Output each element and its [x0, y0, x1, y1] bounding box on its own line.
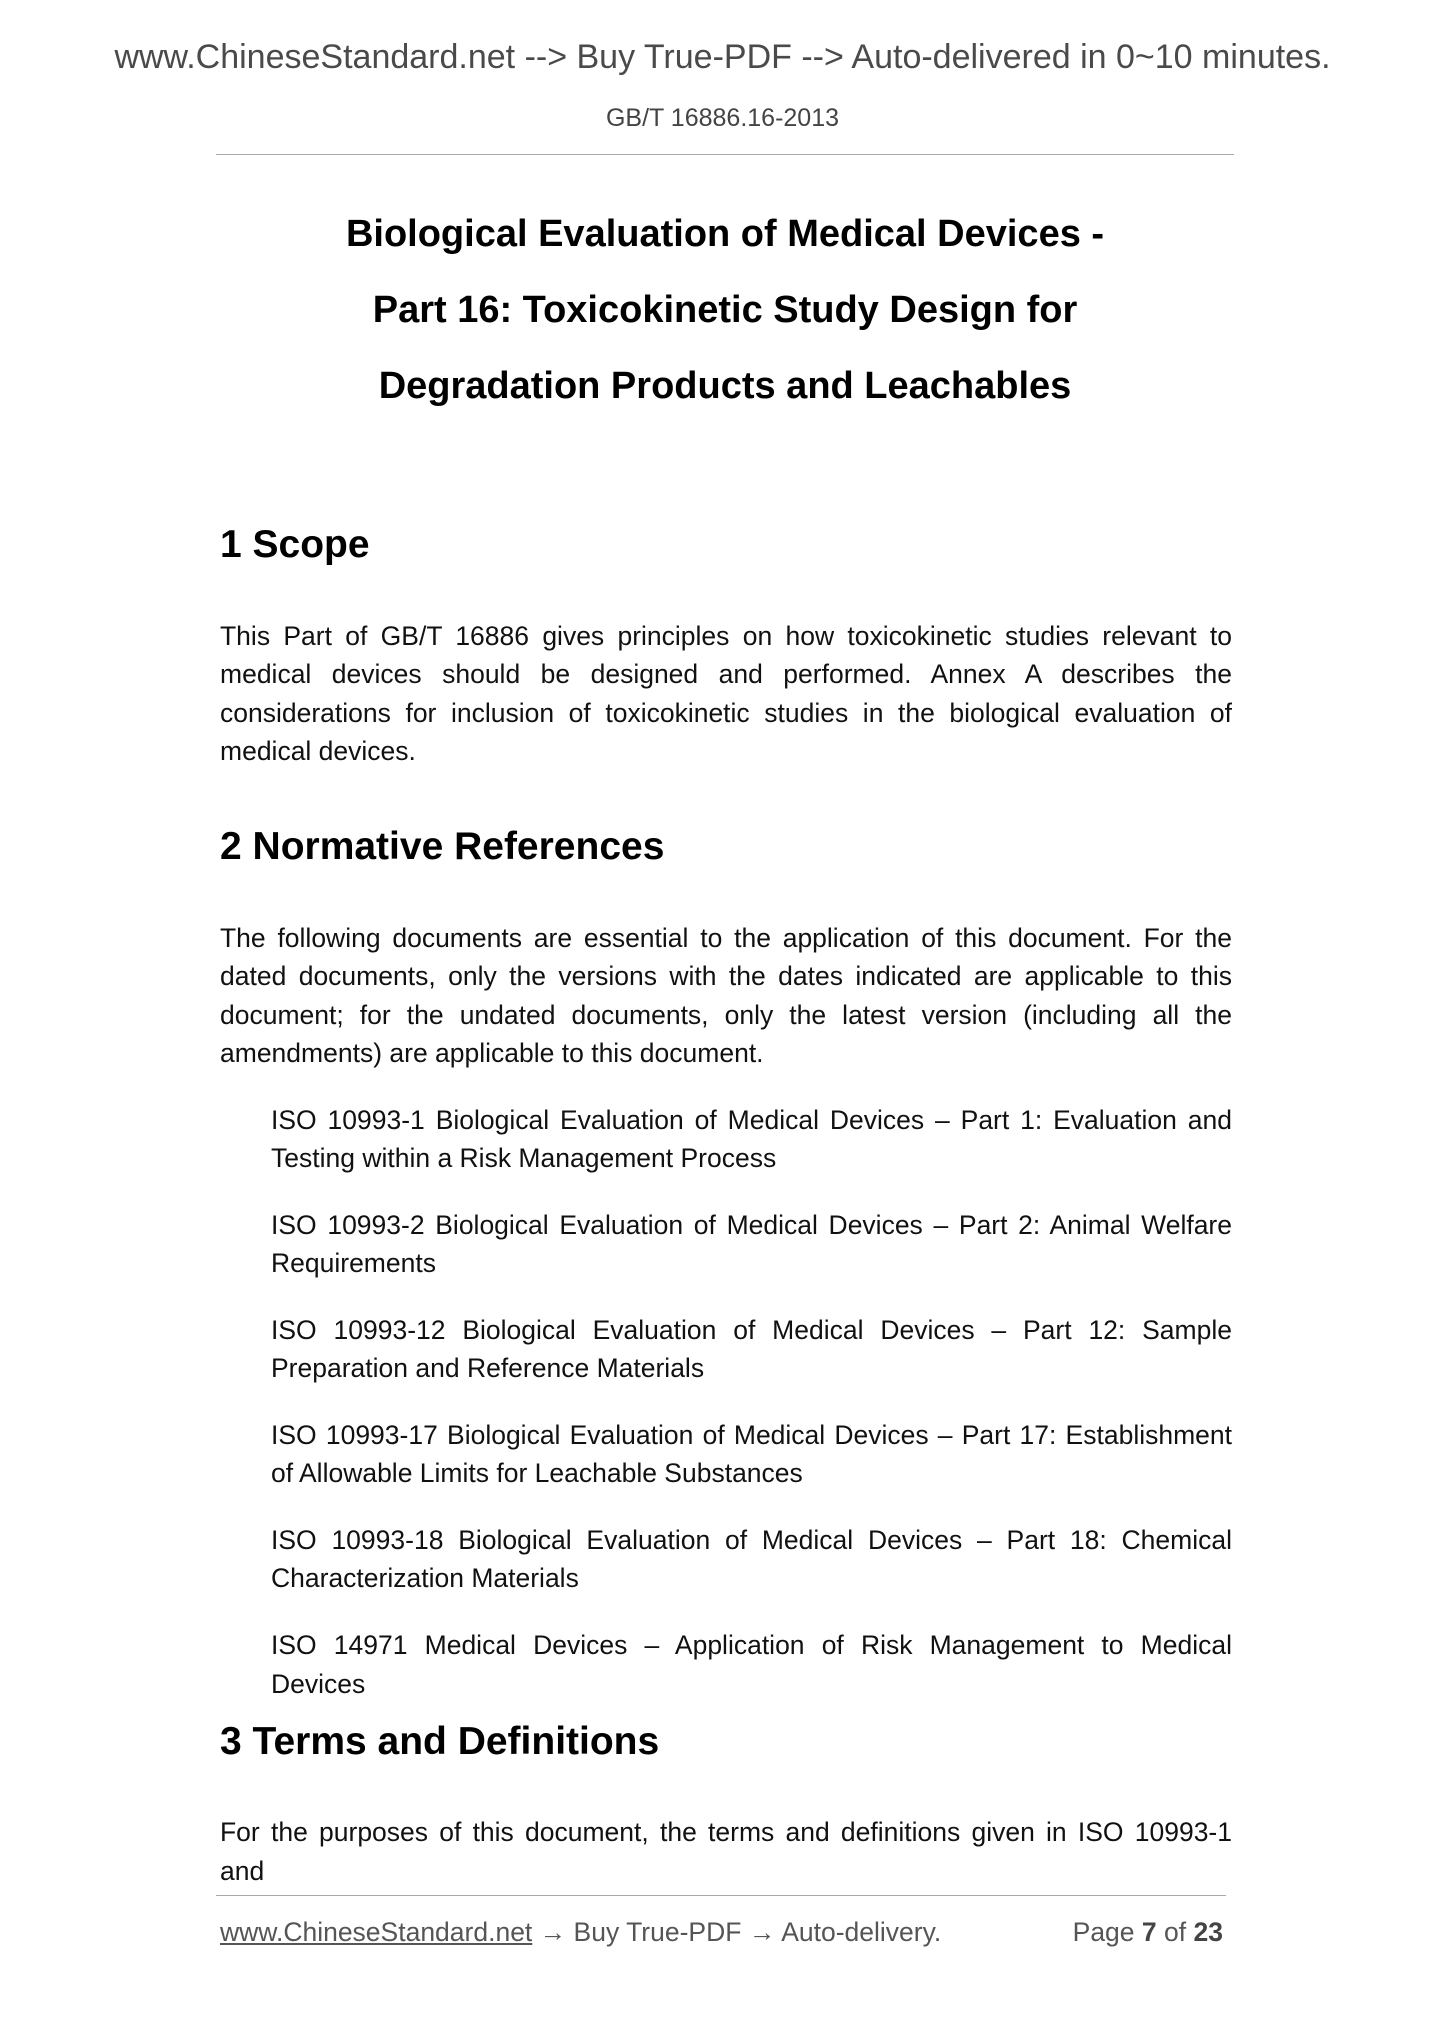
references-paragraph-line: The following documents are essential to the application of this document. For the — [220, 923, 1232, 953]
site-banner[interactable]: www.ChineseStandard.net --> Buy True-PDF --> Auto-delivered in 0~10 minutes. — [114, 38, 1331, 76]
current-page-number: 7 — [1141, 1917, 1157, 1947]
footer-divider — [216, 1895, 1226, 1896]
of-label: of — [1164, 1917, 1187, 1947]
scope-paragraph-line: medical devices. — [220, 736, 416, 766]
reference-item: ISO 10993-12 Biological Evaluation of Medical Devices – Part 12: Sample — [271, 1315, 1232, 1345]
reference-item: ISO 10993-2 Biological Evaluation of Medical Devices – Part 2: Animal Welfare — [271, 1210, 1232, 1240]
page-label: Page — [1072, 1917, 1135, 1947]
header-divider — [216, 154, 1234, 155]
reference-item: ISO 14971 Medical Devices – Application of Risk Management to Medical Devices — [271, 1630, 1232, 1699]
scope-paragraph-line: considerations for inclusion of toxicokinetic studies in the biological evaluation of — [220, 698, 1232, 728]
arrow-right-icon: → — [748, 1917, 776, 1947]
page-indicator — [1073, 1917, 1223, 1948]
scope-paragraph-line: This Part of GB/T 16886 gives principles on how toxicokinetic studies relevant to — [220, 621, 1232, 651]
arrow-right-icon: → — [539, 1917, 567, 1947]
section-heading-terms-and-definitions: 3 Terms and Definitions — [220, 1720, 660, 1763]
footer-site-link[interactable]: www.ChineseStandard.net — [220, 1917, 533, 1947]
section-heading-scope: 1 Scope — [220, 523, 370, 566]
footer-buy-text: Buy True-PDF — [573, 1917, 742, 1947]
reference-item: ISO 10993-18 Biological Evaluation of Medical Devices – Part 18: Chemical — [271, 1525, 1232, 1555]
references-paragraph-line: amendments) are applicable to this document. — [220, 1038, 764, 1068]
references-paragraph-line: document; for the undated documents, only the latest version (including all the — [220, 1000, 1232, 1030]
footer-delivery-text: Auto-delivery. — [781, 1917, 942, 1947]
title-line-1: Biological Evaluation of Medical Devices - — [345, 213, 1105, 255]
reference-item-continued: Preparation and Reference Materials — [271, 1353, 705, 1383]
document-number: GB/T 16886.16-2013 — [605, 104, 840, 132]
reference-item-continued: Testing within a Risk Management Process — [271, 1143, 777, 1173]
reference-item: ISO 10993-17 Biological Evaluation of Medical Devices – Part 17: Establishment — [271, 1420, 1232, 1450]
scope-paragraph-line: medical devices should be designed and performed. Annex A describes the — [220, 659, 1232, 689]
title-line-2: Part 16: Toxicokinetic Study Design for — [372, 289, 1078, 331]
reference-item-continued: Characterization Materials — [271, 1563, 579, 1593]
section-heading-normative-references: 2 Normative References — [220, 825, 665, 868]
total-page-count: 23 — [1193, 1917, 1223, 1947]
reference-item-continued: of Allowable Limits for Leachable Substances — [271, 1458, 803, 1488]
title-line-3: Degradation Products and Leachables — [378, 365, 1072, 407]
terms-paragraph-line: For the purposes of this document, the terms and definitions given in ISO 10993-1 and — [220, 1817, 1232, 1886]
footer-promo — [220, 1917, 941, 1948]
reference-item-continued: Requirements — [271, 1248, 436, 1278]
references-paragraph-line: dated documents, only the versions with the dates indicated are applicable to this — [220, 961, 1232, 991]
reference-item: ISO 10993-1 Biological Evaluation of Medical Devices – Part 1: Evaluation and — [271, 1105, 1232, 1135]
